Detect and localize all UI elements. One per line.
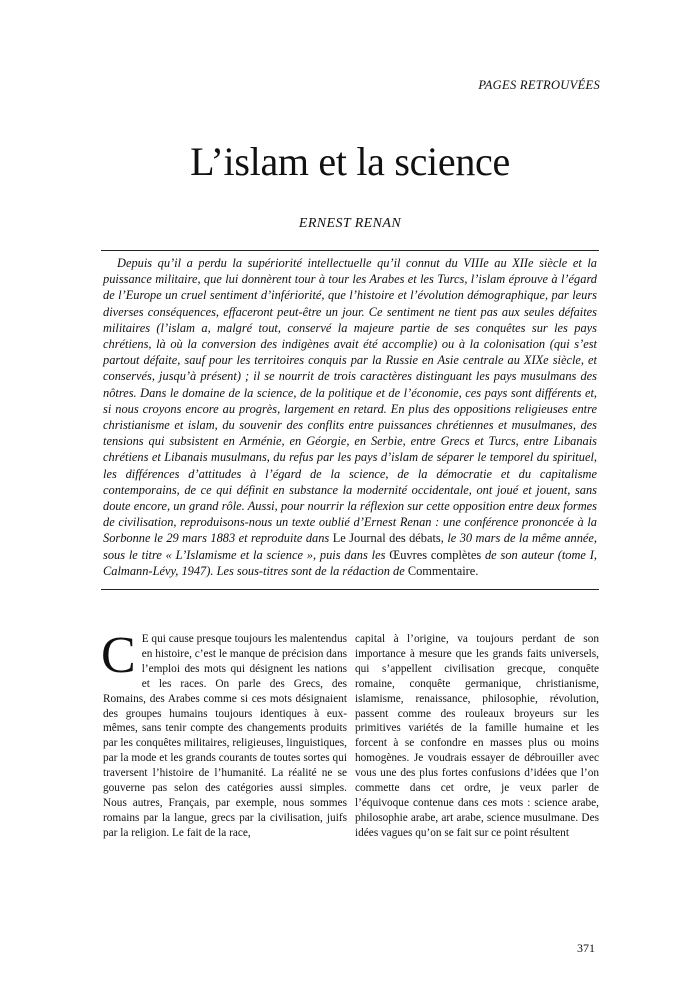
body-column-left xyxy=(101,627,347,841)
page-number: 371 xyxy=(577,941,595,955)
intro-text-2: le 30 mars de la même année, sous le titre « L’Islamisme et la science », puis dans les xyxy=(103,531,598,562)
journal-name: Le Journal des débats, xyxy=(332,531,444,546)
intro-paragraph xyxy=(103,255,597,579)
oeuvres-title: Œuvres complètes xyxy=(389,547,482,562)
drop-cap: C xyxy=(101,627,136,684)
body-right-text: capital à l’origine, va toujours perdant de son importance à mesure que les grands faits universels, qui s’appellent civilisation grecque, conquête romaine, conquête germanique, christianisme, islamisme, renaissance, philosophie, révolution, passent comme des rouleaux broyeurs sur les primitives variétés de la famille humaine et les forcent à se confondre en masses plus ou moins homogènes. Je voudrais essayer de débrouiller avec vous une des plus fortes confusions d’idées que l’on commette dans cet ordre, je veux parler de l’équivoque contenue dans ces mots : science arabe, philosophie arabe, art arabe, science musulmane. Des idées vagues qu’on se fait sur ce point résultent xyxy=(355,633,599,839)
section-header: PAGES RETROUVÉES xyxy=(478,78,600,92)
body-left-text: E qui cause presque toujours les malentendus en histoire, c’est le manque de précision dans l’emploi des mots qui désignent les nations et les races. On parle des Grecs, des Romains, des Arabes comme si ces mots désignaient des groupes humains toujours identiques à eux-mêmes, sans tenir compte des changements produits par les conquêtes militaires, religieuses, linguistiques, par la mode et les grands courants de toutes sortes qui traversent l’histoire de l’humanité. La réalité ne se gouverne pas selon des catégories aussi simples. Nous autres, Français, par exemple, nous sommes romains par la langue, grecs par la civilisation, juifs par la religion. Le fait de la race, xyxy=(103,633,347,839)
article-author: ERNEST RENAN xyxy=(298,216,402,231)
intro-text-1: Depuis qu’il a perdu la supériorité intellectuelle qu’il connut du VIIIe au XIIe siècle et la puissance militaire, que lui donnèrent tour à tour les Arabes et les Turcs, l’islam éprouve à l’égard de l’Europe un cruel sentiment d’infériorité, que l’histoire et l’évolution démographique, par leurs diverses conséquences, effaceront peut-être un jour. Ce sentiment ne tient pas aux seules défaites militaires (l’islam a, malgré tout, conservé la majeure partie de ses conquêtes sur les pays chrétiens, là où la conversion des indigènes avait été accomplie) ou à la colonisation (qui s’est partout défaite, sauf pour les territoires conquis par la Russie en Asie centrale au XIXe siècle, et conservés, jusqu’à présent) ; il se nourrit de trois caractères distinguant les pays musulmans des nôtres. Dans le domaine de la science, de la politique et de l’économie, ces pays sont différents et, si nous croyons encore au progrès, largement en retard. En plus des oppositions religieuses entre christianisme et islam, du souvenir des conflits entre puissances chrétiennes et musulmanes, des tensions qui subsistent en Arménie, en Géorgie, en Serbie, entre Grecs et Turcs, entre Libanais chrétiens et Libanais musulmans, du refus par les pays d’islam de séparer le temporel du spirituel, les différences d’attitudes à l’égard de la science, de la démocratie et du capitalisme contemporains, de ce qui définit en substance la modernité occidentale, ont joué et jouent, sans doute encore, un grand rôle. Aussi, pour nourrir la réflexion sur cette opposition entre deux formes de civilisation, reproduisons-nous un texte oublié d’Ernest Renan : une conférence prononcée à la Sorbonne le 29 mars 1883 et reproduite dans xyxy=(103,256,597,546)
article-title: L’islam et la science xyxy=(190,139,510,184)
body-column-right xyxy=(355,632,599,841)
revue-name: Commentaire. xyxy=(407,563,479,578)
intro-top-rule xyxy=(101,250,599,251)
intro-text-3: de son auteur (tome I, Calmann-Lévy, 1947). Les sous-titres sont de la rédaction de xyxy=(103,547,597,578)
intro-bottom-rule xyxy=(101,589,599,590)
